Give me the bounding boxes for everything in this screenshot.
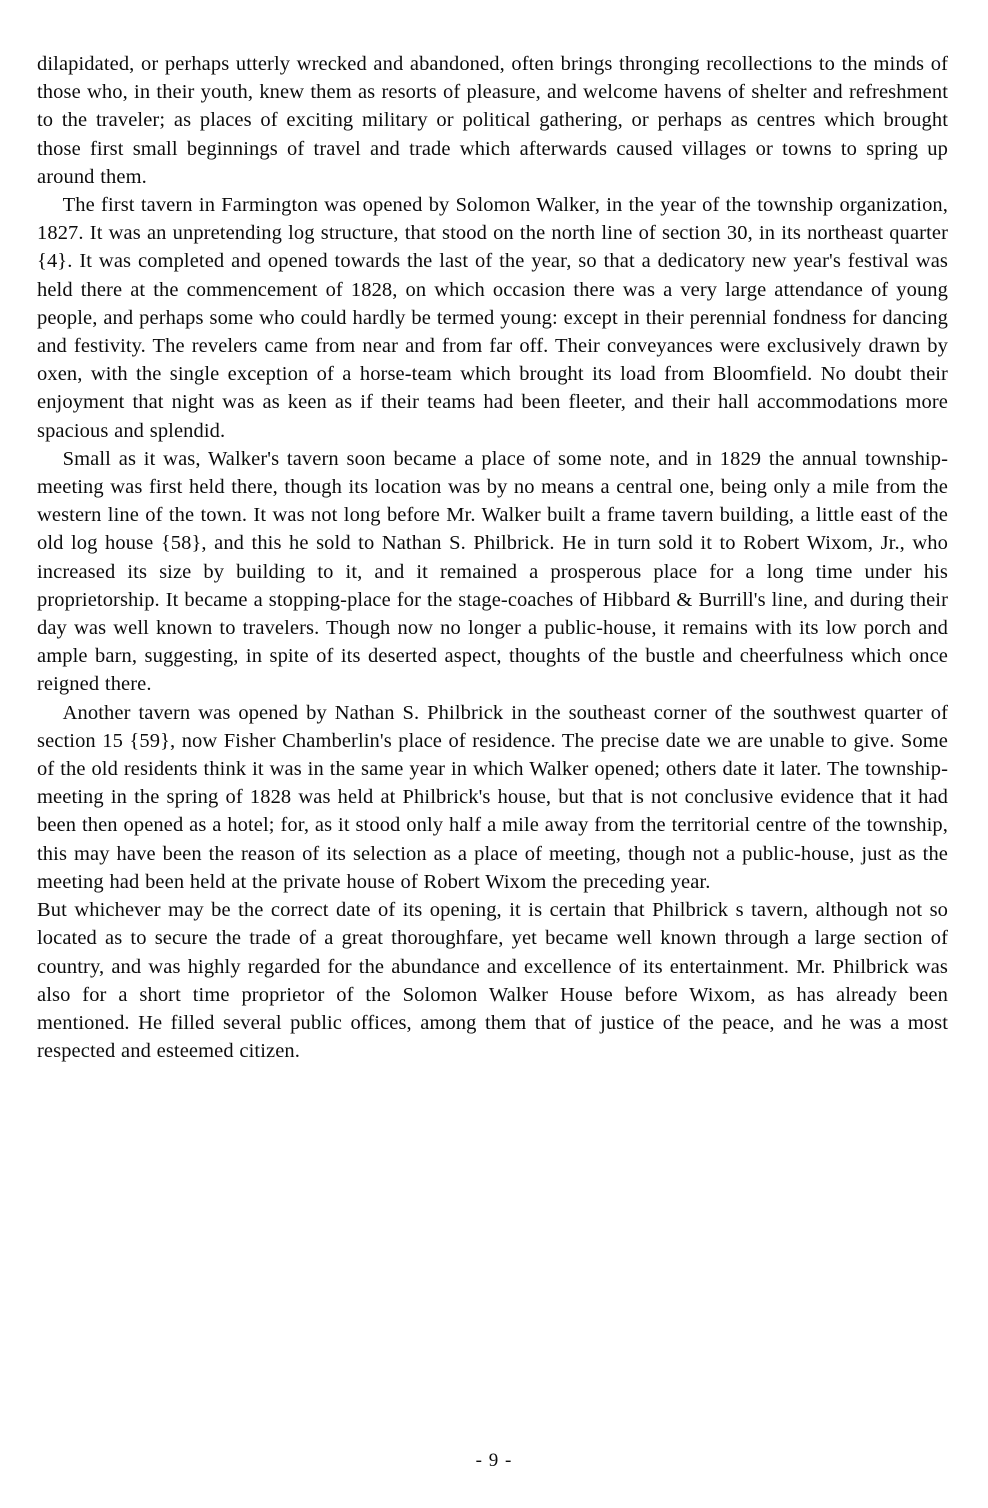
paragraph-continuation: dilapidated, or perhaps utterly wrecked and abandoned, often brings thronging recollections to the minds of those who, in their youth, knew them as resorts of pleasure, and welcome havens of shelter and refreshment to the traveler; as places of exciting military or political gathering, or perhaps as centres which brought those first small beginnings of travel and trade which afterwards caused villages or towns to spring up around them.	[37, 53, 948, 188]
paragraph-philbrick-tavern: But whichever may be the correct date of its opening, it is certain that Philbrick s tavern, although not so located as to secure the trade of a great thoroughfare, yet became well known through a large section of country, and was highly regarded for the abundance and excellence of its entertainment. Mr. Philbrick was also for a short time proprietor of the Solomon Walker House before Wixom, as has already been mentioned. He filled several public offices, among them that of justice of the peace, and he was a most respected and esteemed citizen.	[37, 899, 948, 1063]
paragraph-walkers-tavern: Small as it was, Walker's tavern soon became a place of some note, and in 1829 the annual township-meeting was first held there, though its location was by no means a central one, being only a mile from the western line of the town. It was not long before Mr. Walker built a frame tavern building, a little east of the old log house {58}, and this he sold to Nathan S. Philbrick. He in turn sold it to Robert Wixom, Jr., who increased its size by building to it, and it remained a prosperous place for a long time under his proprietorship. It became a stopping-place for the stage-coaches of Hibbard & Burrill's line, and during their day was well known to travelers. Though now no longer a public-house, it remains with its low porch and ample barn, suggesting, in spite of its deserted aspect, thoughts of the bustle and cheerfulness which once reigned there.	[37, 447, 948, 696]
page-number: - 9 -	[475, 1450, 513, 1471]
paragraph-first-tavern: The first tavern in Farmington was opened by Solomon Walker, in the year of the township organization, 1827. It was an unpretending log structure, that stood on the north line of section 30, in its northeast quarter {4}. It was completed and opened towards the last of the year, so that a dedicatory new year's festival was held there at the commencement of 1828, on which occasion there was a very large attendance of young people, and perhaps some who could hardly be termed young: except in their perennial fondness for dancing and festivity. The revelers came from near and from far off. Their conveyances were exclusively drawn by oxen, with the single exception of a horse-team which brought its load from Bloomfield. No doubt their enjoyment that night was as keen as if their teams had been fleeter, and their hall accommodations more spacious and splendid.	[37, 194, 948, 442]
paragraph-another-tavern: Another tavern was opened by Nathan S. Philbrick in the southeast corner of the southwest quarter of section 15 {59}, now Fisher Chamberlin's place of residence. The precise date we are unable to give. Some of the old residents think it was in the same year in which Walker opened; others date it later. The township-meeting in the spring of 1828 was held at Philbrick's house, but that is not conclusive evidence that it had been then opened as a hotel; for, as it stood only half a mile away from the territorial centre of the township, this may have been the reason of its selection as a place of meeting, though not a public-house, just as the meeting had been held at the private house of Robert Wixom the preceding year.	[37, 701, 948, 893]
